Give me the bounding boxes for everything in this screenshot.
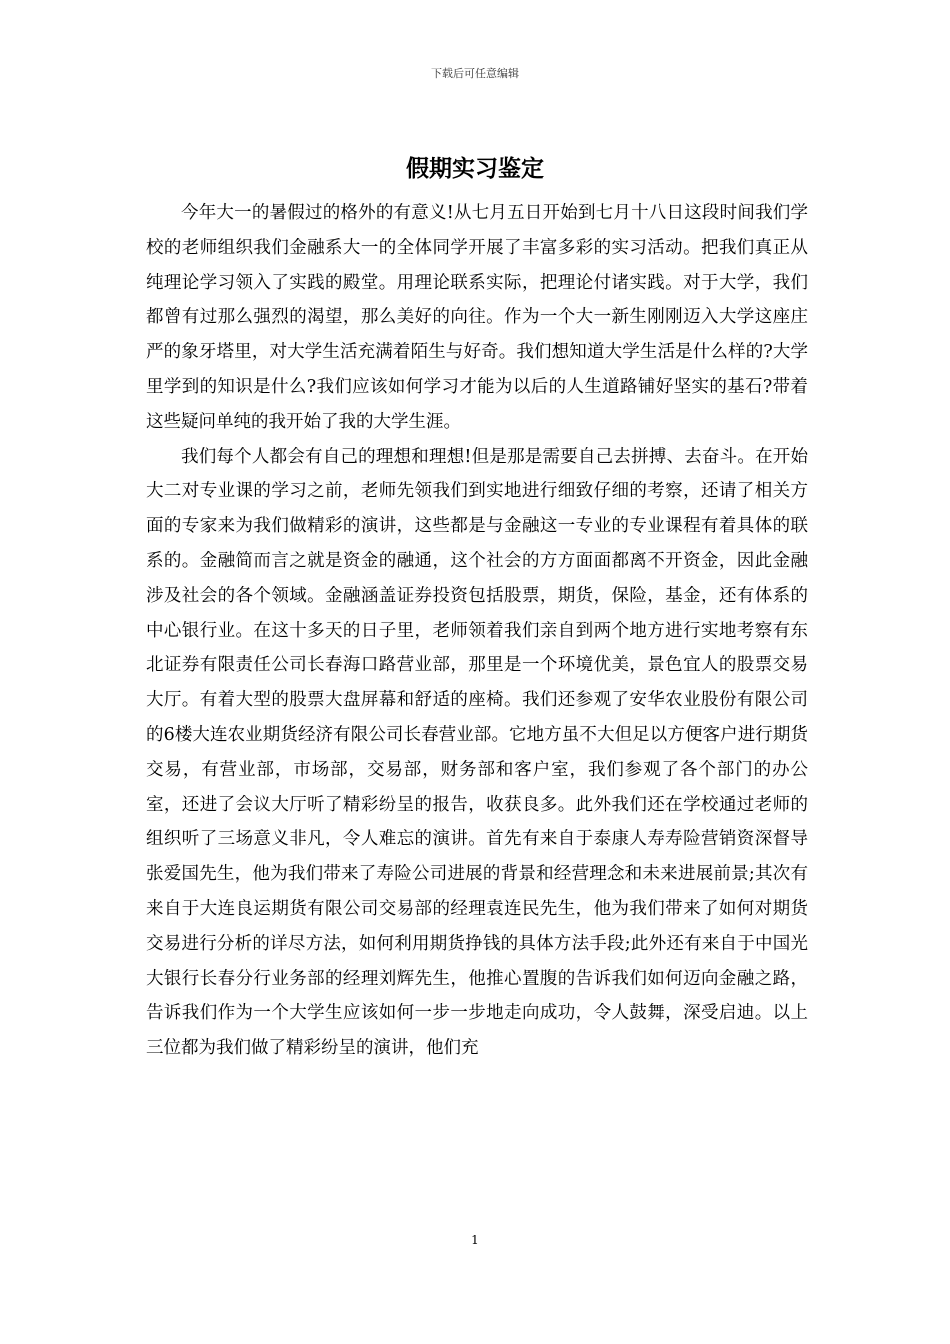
document-body [146, 196, 808, 1066]
paragraph-1: 今年大一的暑假过的格外的有意义!从七月五日开始到七月十八日这段时间我们学校的老师组织我们金融系大一的全体同学开展了丰富多彩的实习活动。把我们真正从纯理论学习领入了实践的殿堂。用理论联系实际，把理论付诸实践。对于大学，我们都曾有过那么强烈的渴望，那么美好的向往。作为一个大一新生刚刚迈入大学这座庄严的象牙塔里，对大学生活充满着陌生与好奇。我们想知道大学生活是什么样的?大学里学到的知识是什么?我们应该如何学习才能为以后的人生道路铺好坚实的基石?带着这些疑问单纯的我开始了我的大学生涯。 [146, 203, 808, 432]
page-number: 1 [471, 1233, 479, 1247]
paragraph-2: 我们每个人都会有自己的理想和理想!但是那是需要自己去拼搏、去奋斗。在开始大二对专业课的学习之前，老师先领我们到实地进行细致仔细的考察，还请了相关方面的专家来为我们做精彩的演讲，这些都是与金融这一专业的专业课程有着具体的联系的。金融简而言之就是资金的融通，这个社会的方方面面都离不开资金，因此金融涉及社会的各个领域。金融涵盖证券投资包括股票，期货，保险，基金，还有体系的中心银行业。在这十多天的日子里，老师领着我们亲自到两个地方进行实地考察有东北证券有限责任公司长春海口路营业部，那里是一个环境优美，景色宜人的股票交易大厅。有着大型的股票大盘屏幕和舒适的座椅。我们还参观了安华农业股份有限公司的6楼大连农业期货经济有限公司长春营业部。它地方虽不大但足以方便客户进行期货交易，有营业部，市场部，交易部，财务部和客户室，我们参观了各个部门的办公室，还进了会议大厅听了精彩纷呈的报告，收获良多。此外我们还在学校通过老师的组织听了三场意义非凡，令人难忘的演讲。首先有来自于泰康人寿寿险营销资深督导张爱国先生，他为我们带来了寿险公司进展的背景和经营理念和未来进展前景;其次有来自于大连良运期货有限公司交易部的经理袁连民先生，他为我们带来了如何对期货交易进行分析的详尽方法，如何利用期货挣钱的具体方法手段;此外还有来自于中国光大银行长春分行业务部的经理刘辉先生，他推心置腹的告诉我们如何迈向金融之路，告诉我们作为一个大学生应该如何一步一步地走向成功，令人鼓舞，深受启迪。以上三位都为我们做了精彩纷呈的演讲，他们充 [146, 446, 808, 1059]
page-header-note: 下载后可任意编辑 [431, 67, 519, 80]
document-title: 假期实习鉴定 [406, 156, 544, 182]
